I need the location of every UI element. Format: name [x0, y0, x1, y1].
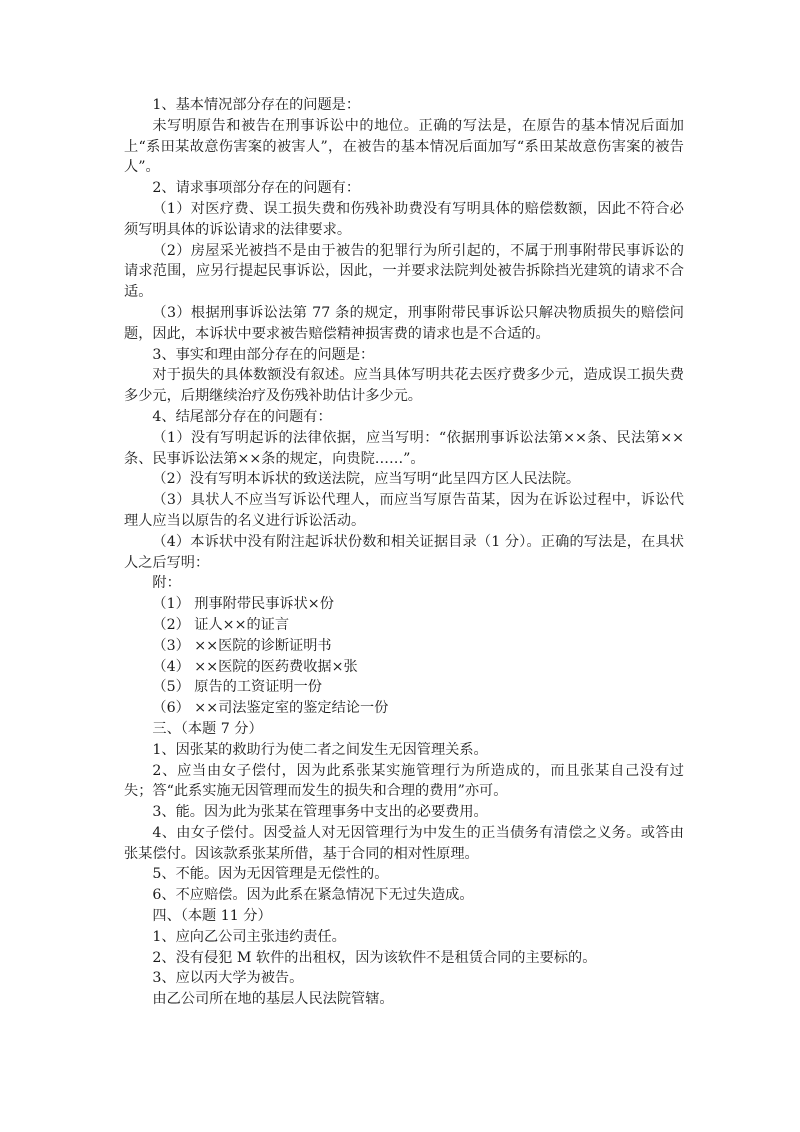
heading-question-three: 三、（本题 7 分）: [152, 720, 263, 737]
basic-info-text: 未写明原告和被告在刑事诉讼中的地位。正确的写法是，在原告的基本情况后面加上“系田某故意伤害案的被害人”，在被告的基本情况后面加写“系田某故意伤害案的被告人”。: [124, 117, 684, 176]
attachment-item: （2） 证人××的证言: [152, 616, 290, 633]
claim-item-1: （1）对医疗费、误工损失费和伤残补助费没有写明具体的赔偿数额，因此不符合必须写明具体的诉讼请求的法律要求。: [124, 200, 684, 238]
answer-four-1: 1、应向乙公司主张违约责任。: [152, 928, 346, 945]
answer-four-4: 由乙公司所在地的基层人民法院管辖。: [152, 991, 394, 1008]
attachment-item: （5） 原告的工资证明一份: [152, 679, 322, 696]
attachment-label: 附：: [152, 575, 181, 592]
ending-item-4: （4）本诉状中没有附注起诉状份数和相关证据目录（1 分）。正确的写法是，在具状人之后写明：: [124, 533, 684, 571]
heading-basic-info: 1、基本情况部分存在的问题是：: [152, 97, 361, 113]
attachment-list: [124, 594, 684, 719]
ending-item-1: （1）没有写明起诉的法律依据，应当写明：“依据刑事诉讼法第××条、民法第××条、民事诉讼法第××条的规定，向贵院……”。: [124, 429, 684, 467]
heading-claims: 2、请求事项部分存在的问题有：: [152, 180, 361, 197]
heading-ending: 4、结尾部分存在的问题有：: [152, 408, 332, 425]
attachment-item: （4） ××医院的医药费收据×张: [152, 658, 358, 675]
heading-question-four: 四、（本题 11 分）: [152, 908, 272, 925]
facts-text: 对于损失的具体数额没有叙述。应当具体写明共花去医疗费多少元，造成误工损失费多少元，后期继续治疗及伤残补助估计多少元。: [124, 367, 684, 405]
answer-four-3: 3、应以丙大学为被告。: [152, 970, 304, 987]
answer-four-2: 2、没有侵犯 M 软件的出租权，因为该软件不是租赁合同的主要标的。: [152, 949, 597, 966]
answer-three-5: 5、不能。因为无因管理是无偿性的。: [152, 866, 389, 883]
answer-three-4: 4、由女子偿付。因受益人对无因管理行为中发生的正当债务有清偿之义务。或答由张某偿付。因该款系张某所借，基于合同的相对性原理。: [124, 824, 684, 862]
answer-three-2: 2、应当由女子偿付，因为此系张某实施管理行为所造成的，而且张某自己没有过失；答“此系实施无因管理而发生的损失和合理的费用”亦可。: [124, 762, 684, 800]
ending-item-3: （3）具状人不应当写诉讼代理人，而应当写原告苗某，因为在诉讼过程中，诉讼代理人应当以原告的名义进行诉讼活动。: [124, 492, 684, 529]
attachment-item: （6） ××司法鉴定室的鉴定结论一份: [152, 700, 389, 717]
ending-item-2: （2）没有写明本诉状的致送法院，应当写明“此呈四方区人民法院。: [152, 471, 581, 488]
heading-facts: 3、事实和理由部分存在的问题是：: [152, 346, 375, 363]
attachment-item: （1） 刑事附带民事诉状×份: [152, 596, 334, 613]
claim-item-3: （3）根据刑事诉讼法第 77 条的规定，刑事附带民事诉讼只解决物质损失的赔偿问题，因此，本诉状中要求被告赔偿精神损害费的请求也是不合适的。: [124, 304, 684, 342]
attachment-item: （3） ××医院的诊断证明书: [152, 637, 332, 654]
answer-three-1: 1、因张某的救助行为使二者之间发生无因管理关系。: [152, 741, 488, 758]
answer-three-3: 3、能。因为此为张某在管理事务中支出的必要费用。: [152, 804, 488, 821]
answer-three-6: 6、不应赔偿。因为此系在紧急情况下无过失造成。: [152, 887, 474, 904]
claim-item-2: （2）房屋采光被挡不是由于被告的犯罪行为所引起的，不属于刑事附带民事诉讼的请求范围，应另行提起民事诉讼，因此，一并要求法院判处被告拆除挡光建筑的请求不合适。: [124, 242, 684, 301]
document-page: [124, 95, 684, 1010]
